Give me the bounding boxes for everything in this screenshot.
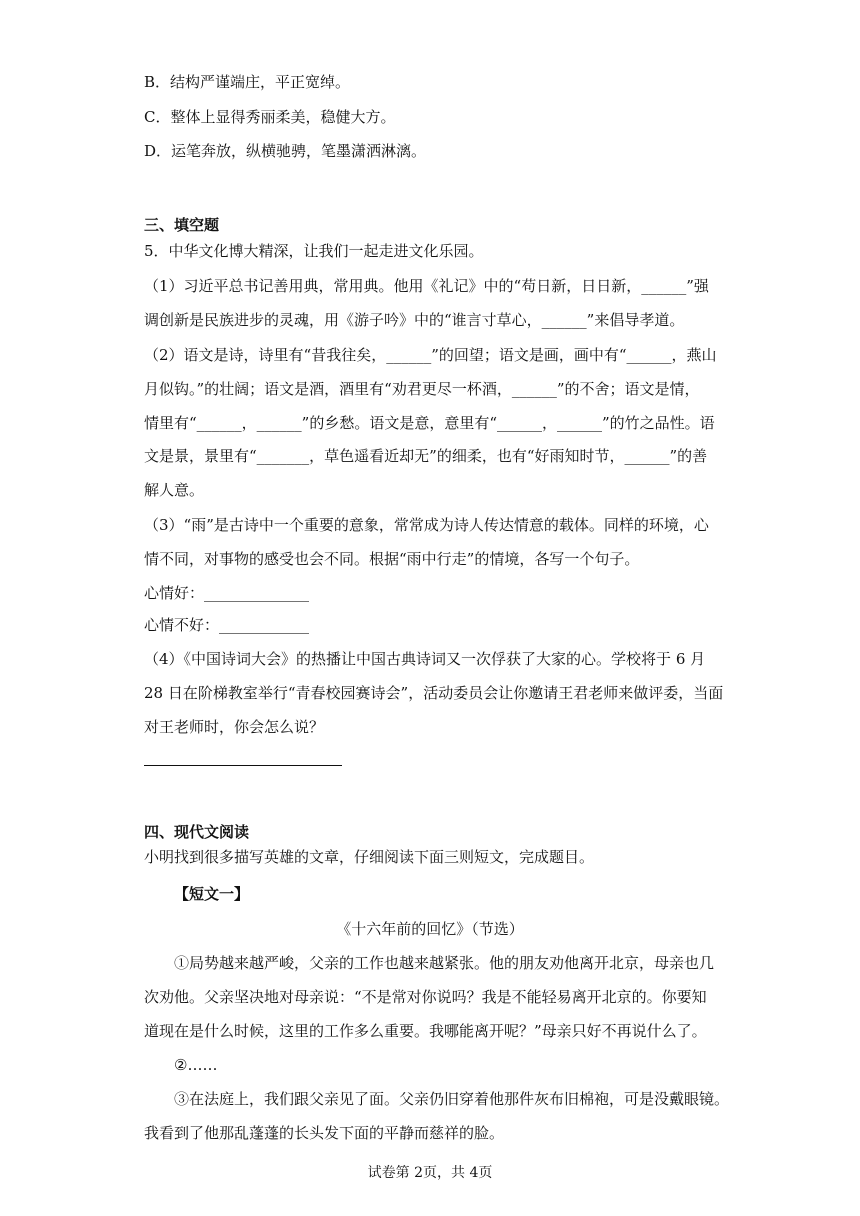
passage-paragraph-line: 次劝他。父亲坚决地对母亲说：“不是常对你说吗？我是不能轻易离开北京的。你要知 [144, 988, 707, 1006]
passage-paragraph-line: ①局势越来越严峻，父亲的工作也越来越紧张。他的朋友劝他离开北京，母亲也几 [174, 954, 715, 972]
q5-part2-line: （2）语文是诗，诗里有“昔我往矣，______”的回望；语文是画，画中有“______，燕山 [144, 346, 717, 364]
passage-label: 【短文一】 [174, 885, 250, 903]
option-d: D．运笔奔放，纵横驰骋，笔墨潇洒淋漓。 [144, 142, 427, 160]
q5-part4-line: （4）《中国诗词大会》的热播让中国古典诗词又一次俘获了大家的心。学校将于 6 月 [144, 650, 706, 668]
section-3-title: 三、填空题 [144, 216, 220, 234]
q5-part1-line: 调创新是民族进步的灵魂，用《游子吟》中的“谁言寸草心，______”来倡导孝道。 [144, 311, 685, 329]
passage-paragraph-line: 道现在是什么时候，这里的工作多么重要。我哪能离开呢？”母亲只好不再说什么了。 [144, 1022, 707, 1040]
q5-part3-line: （3）“雨”是古诗中一个重要的意象，常常成为诗人传达情意的载体。同样的环境，心 [144, 516, 709, 534]
q5-part2-line: 文是景，景里有“_______，草色遥看近却无”的细柔，也有“好雨知时节，______”的善 [144, 447, 708, 465]
answer-rule [144, 765, 342, 766]
option-c: C．整体上显得秀丽柔美，稳健大方。 [144, 108, 396, 126]
q5-part2-line: 解人意。 [144, 481, 205, 499]
mood-bad-answer-line: 心情不好：____________ [144, 616, 310, 634]
mood-good-answer-line: 心情好：______________ [144, 584, 310, 602]
option-b: B．结构严谨端庄，平正宽绰。 [144, 73, 351, 91]
q5-part3-line: 情不同，对事物的感受也会不同。根据“雨中行走”的情境，各写一个句子。 [144, 550, 640, 568]
question-5-intro: 5．中华文化博大精深，让我们一起走进文化乐园。 [144, 242, 484, 260]
q5-part4-line: 28 日在阶梯教室举行“青春校园赛诗会”，活动委员会让你邀请王君老师来做评委，当面 [144, 684, 724, 702]
page-footer: 试卷第 2页，共 4页 [367, 1165, 493, 1181]
section-4-intro: 小明找到很多描写英雄的文章，仔细阅读下面三则短文，完成题目。 [144, 848, 595, 866]
passage-paragraph-ellipsis: ②…… [174, 1056, 218, 1074]
section-4-title: 四、现代文阅读 [144, 823, 250, 841]
passage-paragraph-line: 我看到了他那乱蓬蓬的长头发下面的平静而慈祥的脸。 [144, 1124, 505, 1142]
q5-part4-line: 对王老师时，你会怎么说？ [144, 718, 325, 736]
q5-part2-line: 情里有“______，______”的乡愁。语文是意，意里有“______，______”的竹之品性。语 [144, 414, 715, 432]
passage-paragraph-line: ③在法庭上，我们跟父亲见了面。父亲仍旧穿着他那件灰布旧棉袍，可是没戴眼镜。 [174, 1090, 730, 1108]
q5-part2-line: 月似钩。”的壮阔；语文是酒，酒里有“劝君更尽一杯酒，______”的不舍；语文是情， [144, 380, 700, 398]
q5-part1-line: （1）习近平总书记善用典，常用典。他用《礼记》中的“苟日新，日日新，______”强 [144, 277, 709, 295]
passage-title: 《十六年前的回忆》（节选） [336, 920, 524, 938]
